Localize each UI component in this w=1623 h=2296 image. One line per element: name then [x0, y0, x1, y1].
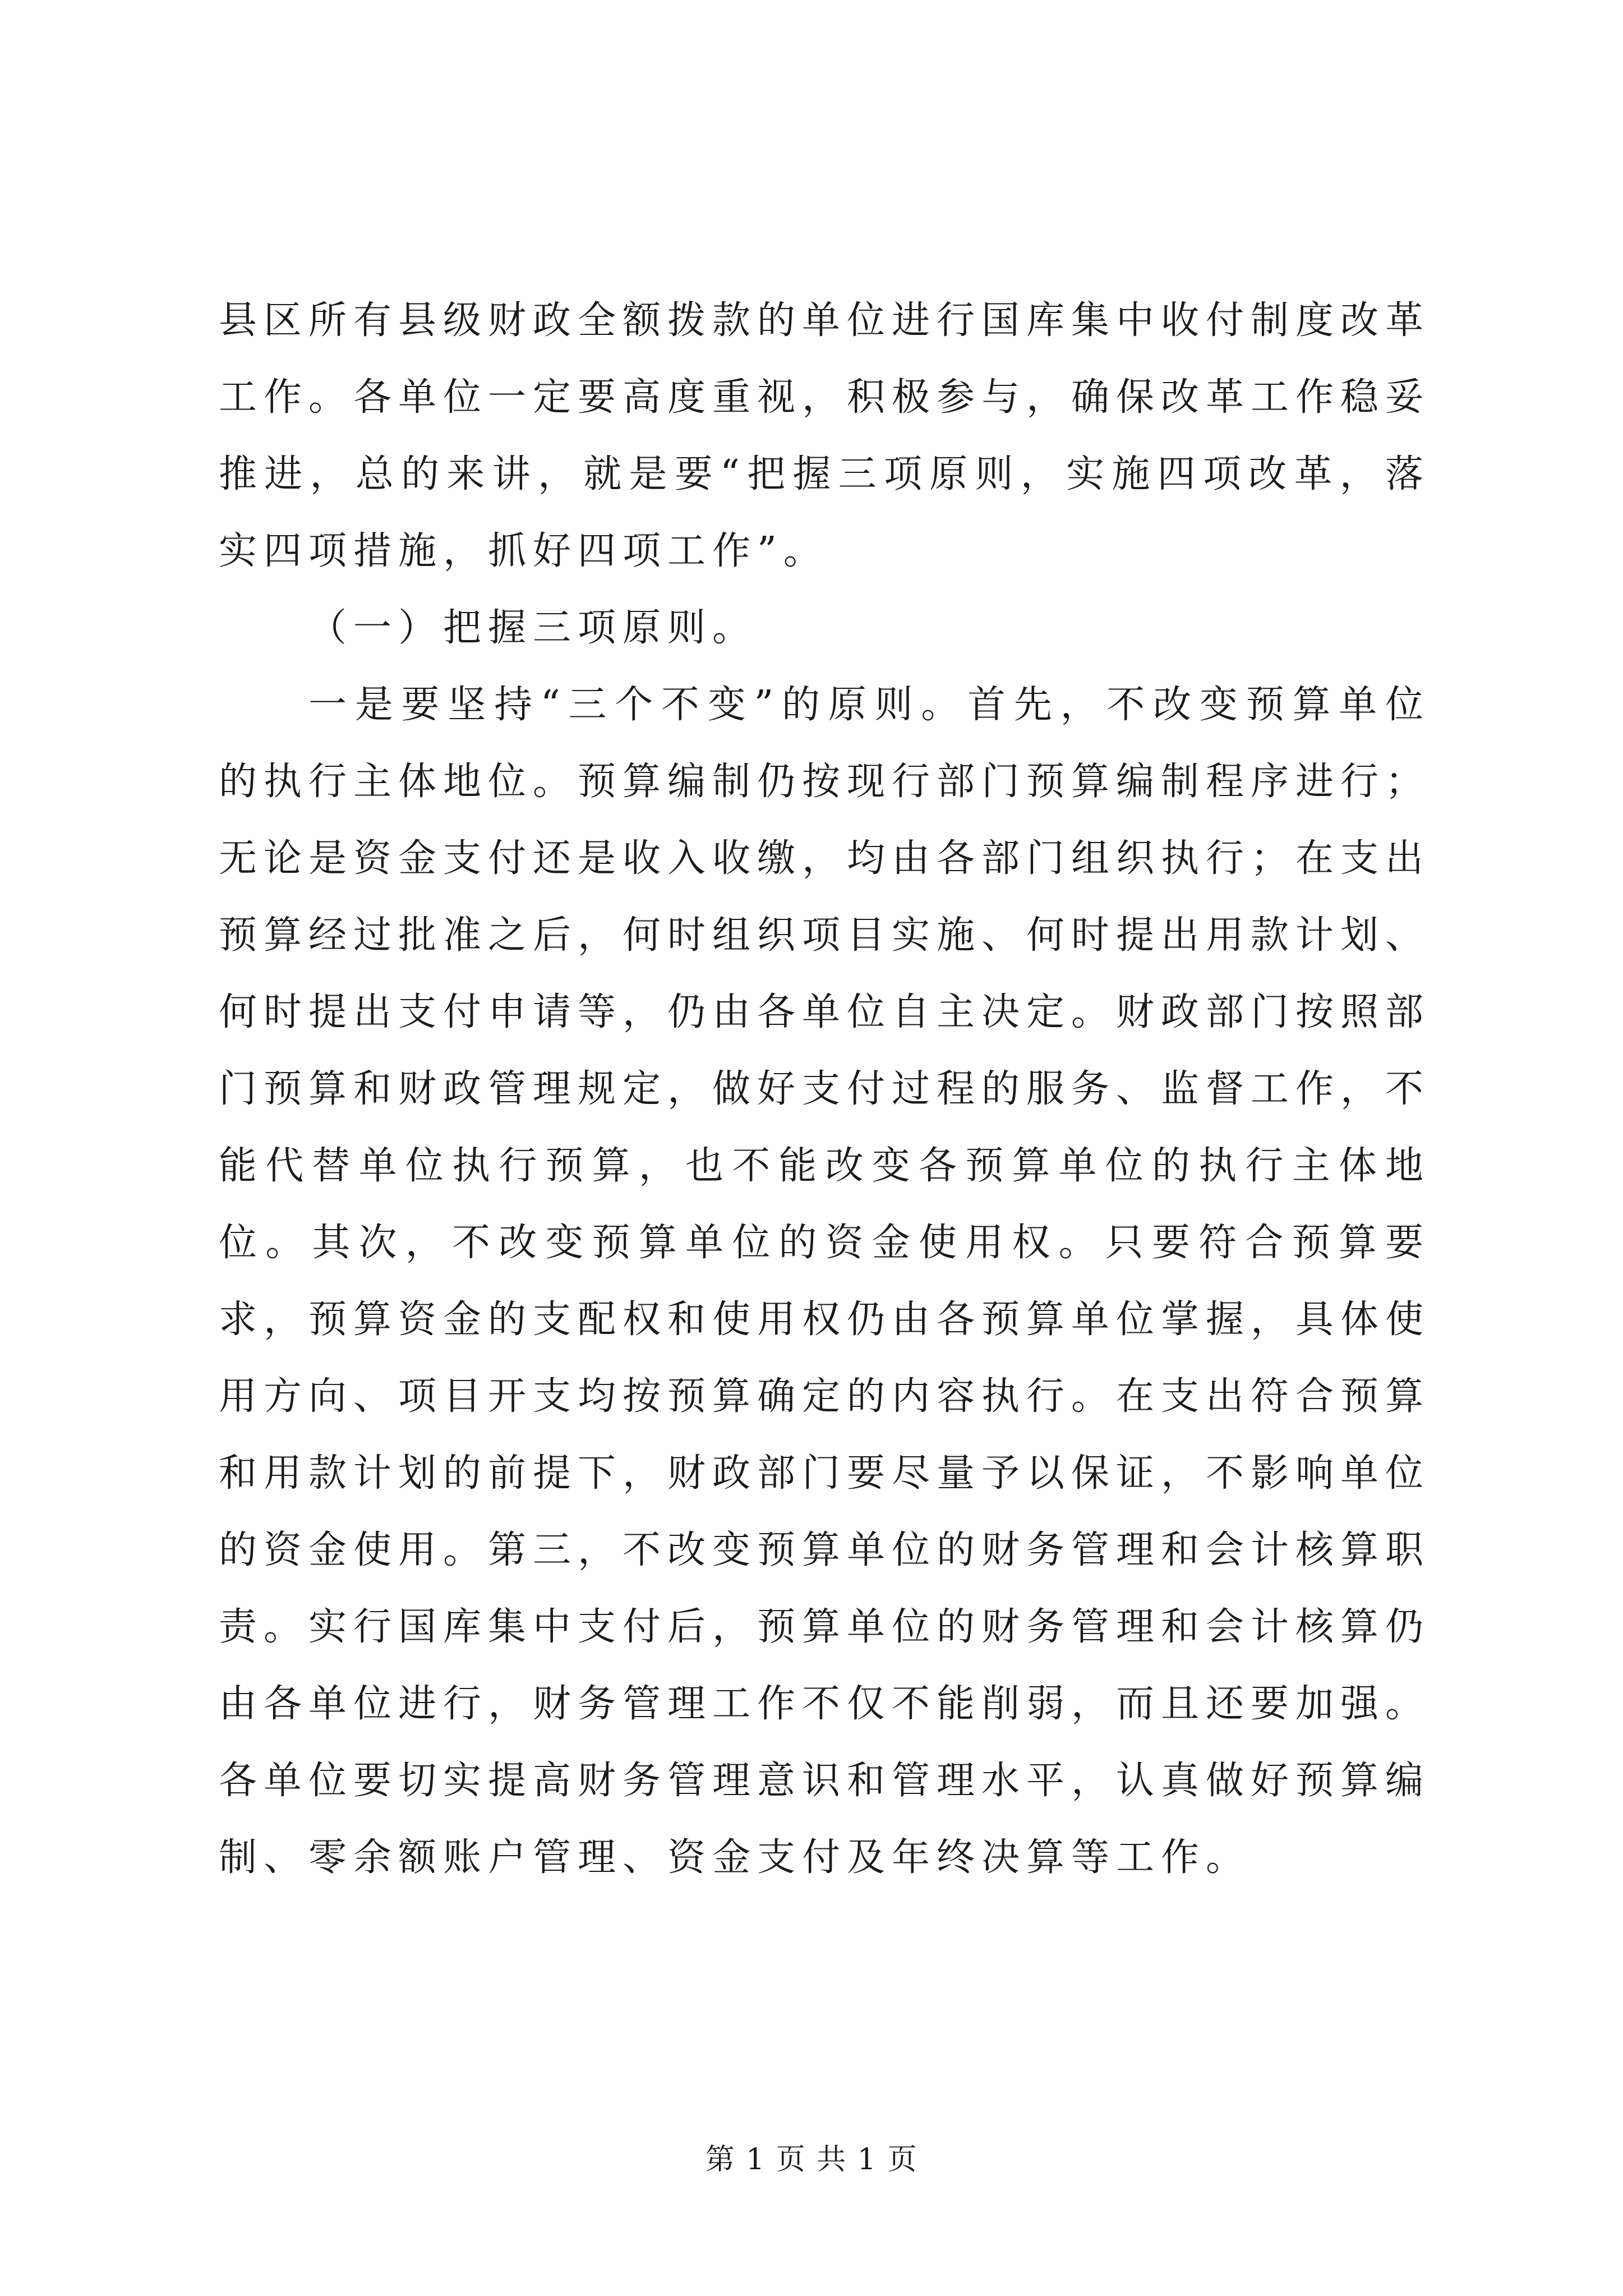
paragraph-intro: 县区所有县级财政全额拨款的单位进行国库集中收付制度改革工作。各单位一定要高度重视，积极参与，确保改革工作稳妥推进，总的来讲，就是要“把握三项原则，实施四项改革，落实四项措施，抓好四项工作”。	[219, 298, 1431, 573]
paragraph-principles: 一是要坚持“三个不变”的原则。首先，不改变预算单位的执行主体地位。预算编制仍按现行部门预算编制程序进行；无论是资金支付还是收入收缴，均由各部门组织执行；在支出预算经过批准之后，何时组织项目实施、何时提出用款计划、何时提出支付申请等，仍由各单位自主决定。财政部门按照部门预算和财政管理规定，做好支付过程的服务、监督工作，不能代替单位执行预算，也不能改变各预算单位的执行主体地位。其次，不改变预算单位的资金使用权。只要符合预算要求，预算资金的支配权和使用权仍由各预算单位掌握，具体使用方向、项目开支均按预算确定的内容执行。在支出符合预算和用款计划的前提下，财政部门要尽量予以保证，不影响单位的资金使用。第三，不改变预算单位的财务管理和会计核算职责。实行国库集中支付后，预算单位的财务管理和会计核算仍由各单位进行，财务管理工作不仅不能削弱，而且还要加强。各单位要切实提高财务管理意识和管理水平，认真做好预算编制、零余额账户管理、资金支付及年终决算等工作。	[219, 683, 1431, 1880]
page-footer: 第 1 页 共 1 页	[705, 2143, 918, 2177]
section-heading: （一）把握三项原则。	[308, 606, 758, 650]
document-body	[219, 282, 1430, 1896]
